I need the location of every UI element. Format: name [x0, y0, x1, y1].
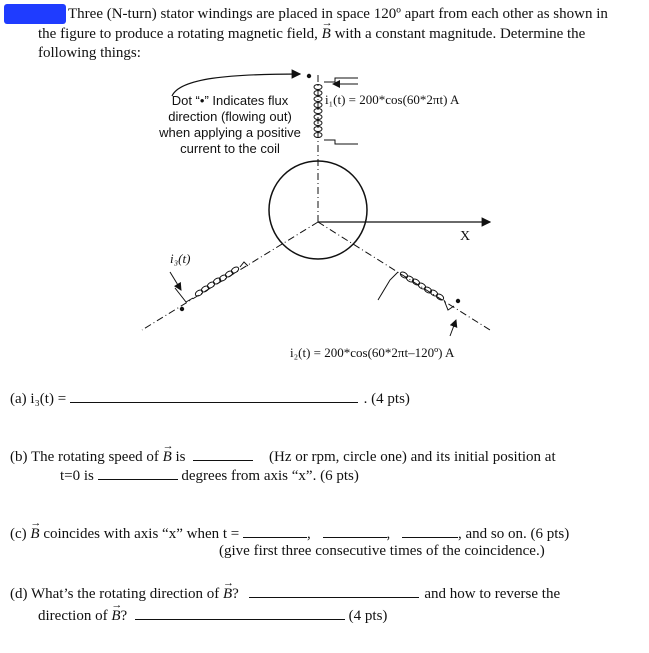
question-a-suffix: . (4 pts) — [363, 391, 410, 407]
dot-note — [148, 93, 312, 157]
question-b-line-1 — [10, 446, 556, 467]
question-d-text-2: ? — [232, 586, 239, 602]
i1-label: i₁(t) = 200*cos(60*2πt) A — [325, 92, 460, 107]
answer-d-direction-blank[interactable] — [249, 583, 419, 598]
answer-a-blank[interactable] — [70, 388, 358, 403]
vector-b-symbol: → B — [30, 525, 39, 544]
coil-2-lead-a — [378, 272, 398, 300]
vector-b-symbol: → B — [223, 585, 232, 604]
dot-note-line-3: when applying a positive — [159, 125, 301, 140]
dot-note-line-4: current to the coil — [180, 141, 280, 156]
problem-line-2a: the figure to produce a rotating magnetic field, — [38, 26, 322, 42]
question-b-line-2 — [60, 465, 359, 486]
i2-label: i₂(t) = 200*cos(60*2πt–120º) A — [290, 345, 455, 360]
question-a — [10, 388, 410, 409]
question-b-text-4: t=0 is — [60, 468, 94, 484]
answer-d-reverse-blank[interactable] — [135, 605, 345, 620]
problem-line-3: following things: — [38, 45, 141, 61]
dot-note-line-2: direction (flowing out) — [168, 109, 292, 124]
question-b-text-3: (Hz or rpm, circle one) and its initial position at — [269, 449, 556, 465]
question-c-text-3: , and so on. (6 pts) — [458, 526, 570, 542]
question-c-line-2: (give first three consecutive times of the coincidence.) — [219, 543, 545, 559]
question-d-text-1: (d) What’s the rotating direction of — [10, 586, 223, 602]
question-a-prefix: (a) i₃(t) = — [10, 391, 67, 407]
coil-3-lead-a — [175, 288, 193, 302]
vector-b-symbol: → B — [163, 448, 172, 467]
question-d-text-4: direction of — [38, 608, 112, 624]
answer-b-speed-blank[interactable] — [193, 446, 253, 461]
question-b-text-1: (b) The rotating speed of — [10, 449, 163, 465]
answer-b-position-blank[interactable] — [98, 465, 178, 480]
answer-c-time-1-blank[interactable] — [243, 523, 307, 538]
coil-2-current-arrow — [450, 320, 456, 336]
coil-2 — [399, 271, 444, 301]
question-b-text-5: degrees from axis “x”. (6 pts) — [181, 468, 359, 484]
question-c-comma-1: , — [307, 526, 311, 542]
question-c-text-2: coincides with axis “x” when t = — [39, 526, 240, 542]
i3-label: i₃(t) — [170, 251, 191, 266]
coil-3 — [194, 266, 239, 297]
coil-1-lead-top — [324, 78, 358, 82]
coil-3-current-arrow — [170, 272, 181, 290]
coil-3-lead-b — [240, 262, 248, 267]
coil-2-dot — [456, 299, 460, 303]
vector-b-symbol: → B — [111, 607, 120, 626]
question-d-line-1 — [10, 583, 560, 604]
problem-line-2b: with a constant magnitude. Determine the — [330, 26, 586, 42]
question-c-text-1: (c) — [10, 526, 31, 542]
vector-b-symbol: → B — [322, 25, 331, 44]
x-axis-label: X — [460, 229, 471, 244]
question-c-comma-2: , — [386, 526, 391, 542]
coil-1-dot — [307, 74, 311, 78]
problem-line-1: Three (N-turn) stator windings are placed in space 120º apart from each other as shown in — [68, 6, 608, 22]
question-b-text-2: is — [171, 449, 186, 465]
dot-note-line-1: Dot “•” Indicates flux — [171, 93, 289, 108]
answer-c-time-2-blank[interactable] — [323, 523, 387, 538]
question-d-line-2 — [38, 605, 387, 626]
question-d-text-6: (4 pts) — [348, 608, 388, 624]
answer-c-time-3-blank[interactable] — [402, 523, 458, 538]
question-c-line-1 — [10, 523, 569, 544]
coil-3-dot — [180, 307, 184, 311]
question-d-text-3: and how to reverse the — [424, 586, 561, 602]
coil-1-lead-bottom — [324, 140, 358, 144]
question-d-text-5: ? — [120, 608, 128, 624]
